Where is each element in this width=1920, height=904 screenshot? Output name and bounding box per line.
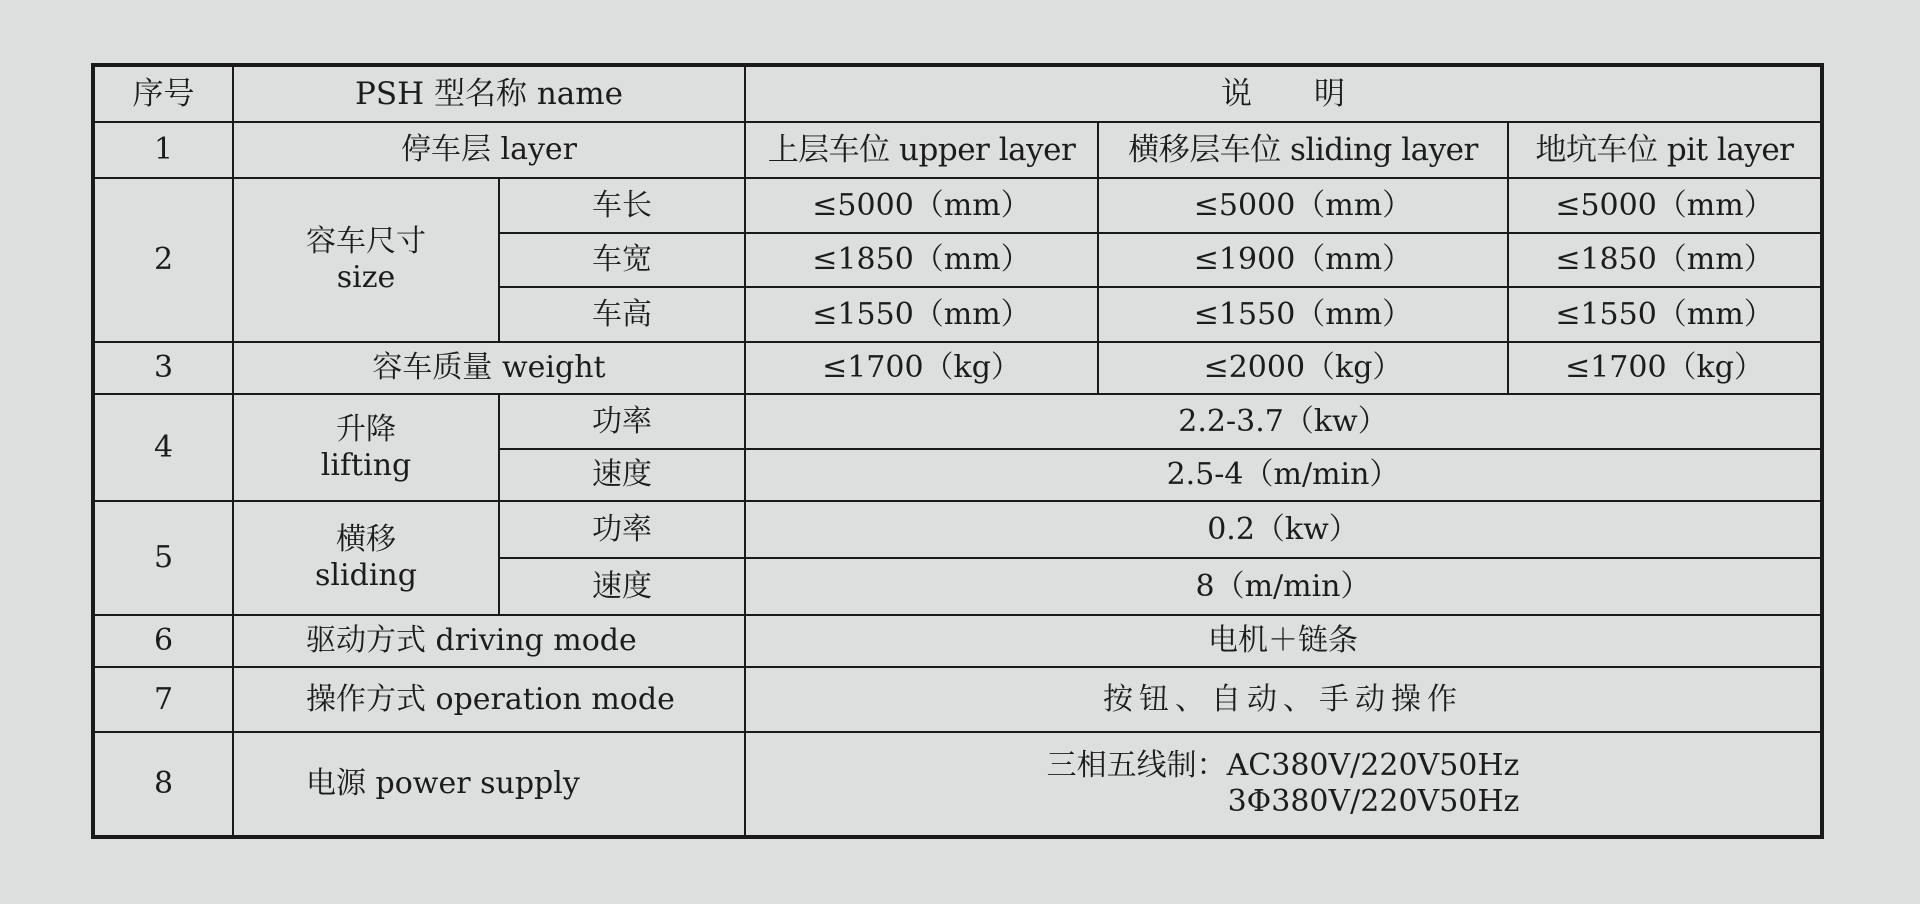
width-sliding: ≤1900（mm） bbox=[1098, 233, 1508, 288]
sliding-power-value: 0.2（kw） bbox=[745, 501, 1822, 558]
height-label: 车高 bbox=[499, 287, 745, 342]
header-no: 序号 bbox=[93, 65, 233, 122]
power-supply-line-1: 三相五线制：AC380V/220V50Hz bbox=[1046, 747, 1520, 783]
height-pit: ≤1550（mm） bbox=[1508, 287, 1822, 342]
header-name: PSH 型名称 name bbox=[233, 65, 745, 122]
lifting-power-label: 功率 bbox=[499, 394, 745, 449]
row-7-no: 7 bbox=[93, 667, 233, 732]
row-1-no: 1 bbox=[93, 122, 233, 179]
sliding-label-cn: 横移 bbox=[336, 522, 396, 558]
width-pit: ≤1850（mm） bbox=[1508, 233, 1822, 288]
size-label-cn: 容车尺寸 bbox=[306, 224, 426, 259]
header-row bbox=[93, 65, 1822, 122]
row-4-no: 4 bbox=[93, 394, 233, 501]
power-supply-label: 电源 power supply bbox=[233, 732, 745, 837]
row-size-length bbox=[93, 178, 1822, 233]
row-2-no: 2 bbox=[93, 178, 233, 342]
weight-pit: ≤1700（kg） bbox=[1508, 342, 1822, 395]
weight-label: 容车质量 weight bbox=[233, 342, 745, 395]
power-supply-line-2: 3Φ380V/220V50Hz bbox=[1227, 783, 1520, 819]
lifting-speed-value: 2.5-4（m/min） bbox=[745, 449, 1822, 502]
length-pit: ≤5000（mm） bbox=[1508, 178, 1822, 233]
row-5-no: 5 bbox=[93, 501, 233, 614]
operation-mode-label: 操作方式 operation mode bbox=[233, 667, 745, 732]
row-driving-mode bbox=[93, 615, 1822, 668]
operation-mode-value: 按钮、自动、手动操作 bbox=[745, 667, 1822, 732]
weight-sliding: ≤2000（kg） bbox=[1098, 342, 1508, 395]
row-lifting-power bbox=[93, 394, 1822, 449]
height-upper: ≤1550（mm） bbox=[745, 287, 1098, 342]
sliding-speed-label: 速度 bbox=[499, 558, 745, 615]
header-description: 说 明 bbox=[745, 65, 1822, 122]
row-layer bbox=[93, 122, 1822, 179]
height-sliding: ≤1550（mm） bbox=[1098, 287, 1508, 342]
weight-upper: ≤1700（kg） bbox=[745, 342, 1098, 395]
width-upper: ≤1850（mm） bbox=[745, 233, 1098, 288]
row-power-supply bbox=[93, 732, 1822, 837]
length-label: 车长 bbox=[499, 178, 745, 233]
power-supply-lines bbox=[1047, 748, 1520, 820]
row-weight bbox=[93, 342, 1822, 395]
length-upper: ≤5000（mm） bbox=[745, 178, 1098, 233]
driving-mode-value: 电机＋链条 bbox=[745, 615, 1822, 668]
power-supply-value bbox=[745, 732, 1822, 837]
lifting-power-value: 2.2-3.7（kw） bbox=[745, 394, 1822, 449]
row-sliding-power bbox=[93, 501, 1822, 558]
lifting-speed-label: 速度 bbox=[499, 449, 745, 502]
upper-layer-header: 上层车位 upper layer bbox=[745, 122, 1098, 179]
lifting-label-en: lifting bbox=[320, 447, 412, 483]
spec-table bbox=[91, 63, 1824, 839]
row-8-no: 8 bbox=[93, 732, 233, 837]
lifting-label-cn: 升降 bbox=[336, 411, 396, 447]
lifting-label bbox=[233, 394, 499, 501]
sliding-power-label: 功率 bbox=[499, 501, 745, 558]
pit-layer-header: 地坑车位 pit layer bbox=[1508, 122, 1822, 179]
row-3-no: 3 bbox=[93, 342, 233, 395]
row-operation-mode bbox=[93, 667, 1822, 732]
row-6-no: 6 bbox=[93, 615, 233, 668]
size-label-en: size bbox=[336, 260, 396, 295]
size-label bbox=[233, 178, 499, 342]
sliding-label bbox=[233, 501, 499, 614]
length-sliding: ≤5000（mm） bbox=[1098, 178, 1508, 233]
sliding-speed-value: 8（m/min） bbox=[745, 558, 1822, 615]
row-1-label: 停车层 layer bbox=[233, 122, 745, 179]
width-label: 车宽 bbox=[499, 233, 745, 288]
driving-mode-label: 驱动方式 driving mode bbox=[233, 615, 745, 668]
sliding-label-en: sliding bbox=[315, 558, 417, 594]
sliding-layer-header: 横移层车位 sliding layer bbox=[1098, 122, 1508, 179]
